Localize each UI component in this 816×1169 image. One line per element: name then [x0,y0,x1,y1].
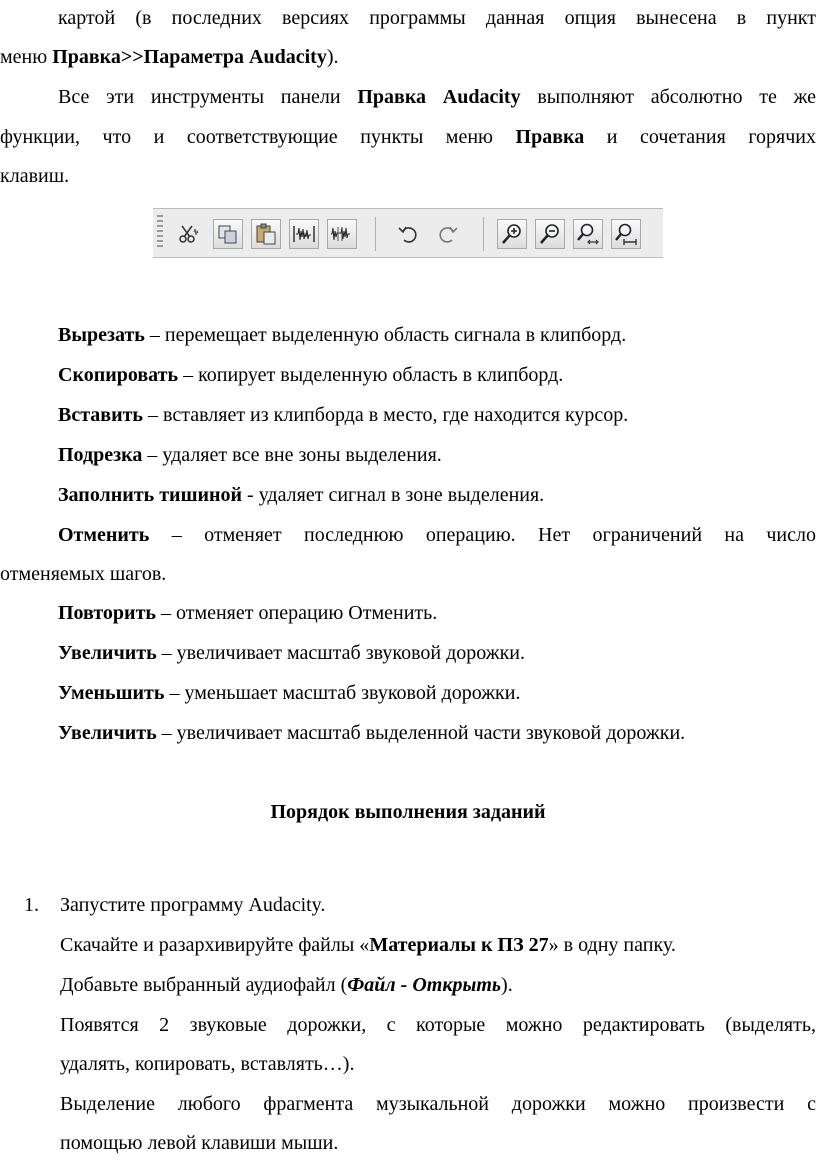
definition-term: Увеличить [58,642,157,664]
definition-item: Подрезка – удаляет все вне зоны выделения. [58,444,442,466]
list-item-line: Скачайте и разархивируйте файлы «Материалы к ПЗ 27» в одну папку. [60,934,676,956]
definition-term: Скопировать [58,364,179,386]
zoom-in-icon [500,222,524,246]
fit-selection-icon [576,222,600,246]
undo-icon [396,222,420,246]
definition-term: Заполнить тишиной [58,484,243,506]
definition-term: Повторить [58,602,156,624]
list-item-line: Добавьте выбранный аудиофайл (Файл - Открыть). [60,974,513,996]
toolbar-separator [375,217,376,251]
list-item-line: Запустите программу Audacity. [60,894,326,916]
definition-item: Повторить – отменяет операцию Отменить. [58,602,438,624]
scissors-silence-icon [176,222,200,246]
zoom-out-icon [538,222,562,246]
definition-item: Увеличить – увеличивает масштаб выделенной части звуковой дорожки. [58,722,686,744]
paragraph-line: Все эти инструменты панели Правка Audacity выполняют абсолютно те же [58,86,816,108]
undo-button[interactable] [393,219,423,249]
list-item-line: удалять, копировать, вставлять…). [60,1053,355,1075]
list-item-line: помощью левой клавиши мыши. [60,1132,339,1154]
trim-button[interactable] [289,219,319,249]
section-heading: Порядок выполнения заданий [270,801,546,823]
redo-icon [436,222,460,246]
definition-item: Вырезать – перемещает выделенную область сигнала в клипборд. [58,324,627,346]
menu-path: Правка>>Параметра Audacity [52,46,327,68]
cut-button[interactable] [173,219,203,249]
definition-term: Вставить [58,404,144,426]
trim-icon [292,222,316,246]
definition-term: Подрезка [58,444,143,466]
paragraph-line: картой (в последних версиях программы данная опция вынесена в пункт [58,7,816,29]
definition-term: Отменить [58,524,150,546]
silence-button[interactable] [327,219,357,249]
fit-selection-button[interactable] [573,219,603,249]
paste-icon [254,222,278,246]
fit-project-button[interactable] [611,219,641,249]
paragraph-line: меню Правка>>Параметра Audacity). [0,46,339,68]
zoom-in-button[interactable] [497,219,527,249]
silence-icon [330,222,354,246]
definition-term: Увеличить [58,722,157,744]
definition-item: Увеличить – увеличивает масштаб звуковой дорожки. [58,642,525,664]
toolbar-separator [483,217,484,251]
definition-term: Уменьшить [58,682,165,704]
definition-item: Отменить – отменяет последнюю операцию. Нет ограничений на число [58,524,816,546]
toolbar-grip[interactable] [157,215,163,249]
definition-item: Скопировать – копирует выделенную область в клипборд. [58,364,564,386]
paragraph-line: функции, что и соответствующие пункты меню Правка и сочетания горячих [0,126,816,148]
definition-item: Уменьшить – уменьшает масштаб звуковой дорожки. [58,682,521,704]
edit-toolbar [153,208,663,258]
zoom-out-button[interactable] [535,219,565,249]
paste-button[interactable] [251,219,281,249]
copy-button[interactable] [213,219,243,249]
redo-button[interactable] [433,219,463,249]
definition-term: Вырезать [58,324,145,346]
definition-item: Заполнить тишиной - удаляет сигнал в зоне выделения. [58,484,545,506]
copy-icon [216,222,240,246]
definition-item: Вставить – вставляет из клипборда в место, где находится курсор. [58,404,629,426]
list-item-line: Появятся 2 звуковые дорожки, с которые можно редактировать (выделять, [60,1014,816,1036]
list-item-line: Выделение любого фрагмента музыкальной дорожки можно произвести с [60,1093,816,1115]
fit-project-icon [614,222,638,246]
list-number: 1. [24,894,39,916]
definition-continuation: отменяемых шагов. [0,563,167,585]
paragraph-line: клавиш. [0,165,70,187]
